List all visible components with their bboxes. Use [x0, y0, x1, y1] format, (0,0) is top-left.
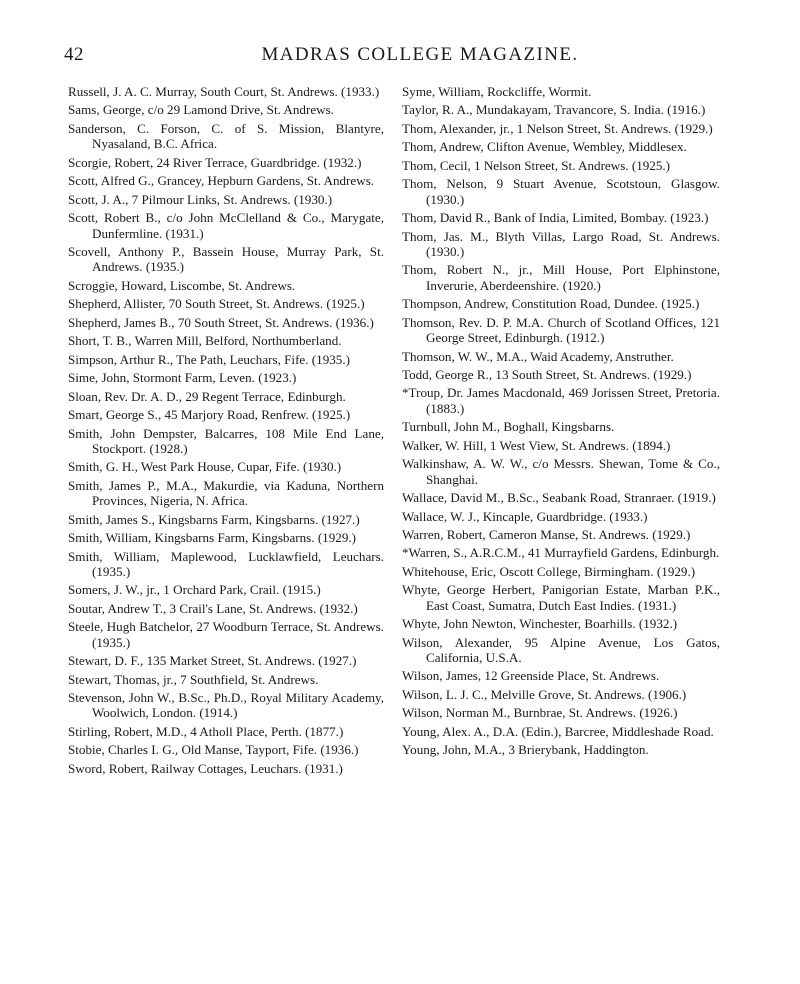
directory-entry: Wilson, James, 12 Greenside Place, St. Andrews. [402, 668, 660, 684]
directory-entry: Thomson, Rev. D. P. M.A. Church of Scotland Offices, 121 George Street, Edinburgh. (1912.) [402, 314, 720, 346]
directory-entry: Wallace, W. J., Kincaple, Guardbridge. (1933.) [402, 508, 648, 524]
directory-entry: Sime, John, Stormont Farm, Leven. (1923.) [68, 370, 297, 386]
directory-entry: Wilson, Norman M., Burnbrae, St. Andrews. (1926.) [402, 705, 678, 721]
directory-entry: Thompson, Andrew, Constitution Road, Dundee. (1925.) [402, 296, 700, 312]
directory-entry: Sword, Robert, Railway Cottages, Leuchars. (1931.) [68, 760, 343, 776]
directory-entry: Walkinshaw, A. W. W., c/o Messrs. Shewan, Tome & Co., Shanghai. [402, 456, 720, 487]
directory-entry: Stewart, D. F., 135 Market Street, St. Andrews. (1927.) [68, 653, 357, 669]
directory-entry: Young, John, M.A., 3 Brierybank, Haddington. [402, 742, 649, 758]
directory-entry: Thomson, W. W., M.A., Waid Academy, Anstruther. [402, 348, 674, 364]
directory-entry: Warren, Robert, Cameron Manse, St. Andrews. (1929.) [402, 526, 691, 542]
directory-entry: Scroggie, Howard, Liscombe, St. Andrews. [68, 277, 296, 293]
directory-entry: Young, Alex. A., D.A. (Edin.), Barcree, Middleshade Road. [402, 723, 714, 739]
directory-entry: Smart, George S., 45 Marjory Road, Renfrew. (1925.) [68, 407, 351, 423]
directory-entry: Stobie, Charles I. G., Old Manse, Tayport, Fife. (1936.) [68, 742, 359, 758]
directory-entry: Whitehouse, Eric, Oscott College, Birmingham. (1929.) [402, 563, 696, 579]
directory-entry: Whyte, John Newton, Winchester, Boarhills. (1932.) [402, 616, 678, 632]
running-head-title: MADRAS COLLEGE MAGAZINE. [261, 44, 579, 65]
directory-entry: Russell, J. A. C. Murray, South Court, St. Andrews. (1933.) [68, 84, 380, 99]
directory-entry: Shepherd, James B., 70 South Street, St. Andrews. (1936.) [68, 314, 374, 330]
directory-entry: Scott, Robert B., c/o John McClelland & Co., Marygate, Dunfermline. (1931.) [68, 210, 384, 241]
directory-entry: Smith, William, Kingsbarns Farm, Kingsbarns. (1929.) [68, 530, 357, 546]
directory-entry: Thom, Jas. M., Blyth Villas, Largo Road, St. Andrews. (1930.) [402, 228, 720, 259]
directory-entry: Thom, Robert N., jr., Mill House, Port Elphinstone, Inverurie, Aberdeenshire. (1920.) [402, 262, 720, 293]
directory-entry: Steele, Hugh Batchelor, 27 Woodburn Terrace, St. Andrews. (1935.) [68, 619, 384, 650]
directory-entry: Sloan, Rev. Dr. A. D., 29 Regent Terrace, Edinburgh. [68, 388, 346, 404]
directory-entry: *Troup, Dr. James Macdonald, 469 Jorissen Street, Pretoria. (1883.) [402, 385, 720, 416]
directory-entry: Sanderson, C. Forson, C. of S. Mission, Blantyre, Nyasaland, B.C. Africa. [68, 120, 384, 152]
directory-entry: Smith, John Dempster, Balcarres, 108 Mile End Lane, Stockport. (1928.) [68, 425, 384, 456]
directory-entry: Syme, William, Rockcliffe, Wormit. [402, 84, 592, 99]
directory-entry: Turnbull, John M., Boghall, Kingsbarns. [402, 419, 615, 435]
directory-entry: Soutar, Andrew T., 3 Crail's Lane, St. Andrews. (1932.) [68, 600, 358, 616]
directory-entry: Wilson, L. J. C., Melville Grove, St. Andrews. (1906.) [402, 686, 687, 702]
directory-entry: Thom, David R., Bank of India, Limited, Bombay. (1923.) [402, 210, 709, 226]
directory-entry: Thom, Nelson, 9 Stuart Avenue, Scotstoun, Glasgow. (1930.) [402, 176, 720, 207]
directory-entry: Stevenson, John W., B.Sc., Ph.D., Royal Military Academy, Woolwich, London. (1914.) [68, 690, 384, 721]
directory-entry: Scovell, Anthony P., Bassein House, Murray Park, St. Andrews. (1935.) [68, 243, 384, 275]
directory-entry: Smith, James P., M.A., Makurdie, via Kaduna, Northern Provinces, Nigeria, N. Africa. [68, 477, 384, 509]
right-column [402, 84, 720, 761]
directory-entry: Whyte, George Herbert, Panigorian Estate, Marban P.K., East Coast, Sumatra, Dutch East Indies. (1931.) [402, 582, 720, 613]
directory-entry: Smith, William, Maplewood, Lucklawfield, Leuchars. (1935.) [68, 548, 384, 579]
directory-entry: Walker, W. Hill, 1 West View, St. Andrews. (1894.) [402, 437, 671, 453]
directory-entry: Thom, Alexander, jr., 1 Nelson Street, St. Andrews. (1929.) [402, 120, 713, 136]
directory-entry: Scott, J. A., 7 Pilmour Links, St. Andrews. (1930.) [68, 191, 333, 207]
directory-entry: Taylor, R. A., Mundakayam, Travancore, S. India. (1916.) [402, 102, 706, 118]
directory-entry: Stewart, Thomas, jr., 7 Southfield, St. Andrews. [68, 671, 319, 687]
directory-entry: Thom, Cecil, 1 Nelson Street, St. Andrews. (1925.) [402, 157, 671, 173]
directory-entry: Somers, J. W., jr., 1 Orchard Park, Crail. (1915.) [68, 582, 321, 598]
directory-entry: Shepherd, Allister, 70 South Street, St. Andrews. (1925.) [68, 296, 365, 312]
directory-entry: Sams, George, c/o 29 Lamond Drive, St. Andrews. [68, 102, 334, 118]
directory-entry: Short, T. B., Warren Mill, Belford, Northumberland. [68, 333, 342, 349]
left-column [68, 84, 384, 779]
directory-entry: Smith, James S., Kingsbarns Farm, Kingsbarns. (1927.) [68, 511, 360, 527]
directory-entry: Todd, George R., 13 South Street, St. Andrews. (1929.) [402, 367, 692, 382]
directory-entry: Thom, Andrew, Clifton Avenue, Wembley, Middlesex. [402, 139, 687, 155]
directory-entry: Stirling, Robert, M.D., 4 Atholl Place, Perth. (1877.) [68, 723, 344, 739]
directory-entry: Wallace, David M., B.Sc., Seabank Road, Stranraer. (1919.) [402, 490, 716, 506]
directory-entry: Smith, G. H., West Park House, Cupar, Fife. (1930.) [68, 459, 342, 475]
directory-entry: *Warren, S., A.R.C.M., 41 Murrayfield Gardens, Edinburgh. [402, 545, 720, 561]
directory-entry: Scorgie, Robert, 24 River Terrace, Guardbridge. (1932.) [68, 154, 362, 170]
directory-entry: Wilson, Alexander, 95 Alpine Avenue, Los Gatos, California, U.S.A. [402, 634, 720, 665]
directory-entry: Simpson, Arthur R., The Path, Leuchars, Fife. (1935.) [68, 351, 350, 367]
page-number: 42 [64, 44, 84, 65]
directory-entry: Scott, Alfred G., Grancey, Hepburn Gardens, St. Andrews. [68, 173, 375, 189]
